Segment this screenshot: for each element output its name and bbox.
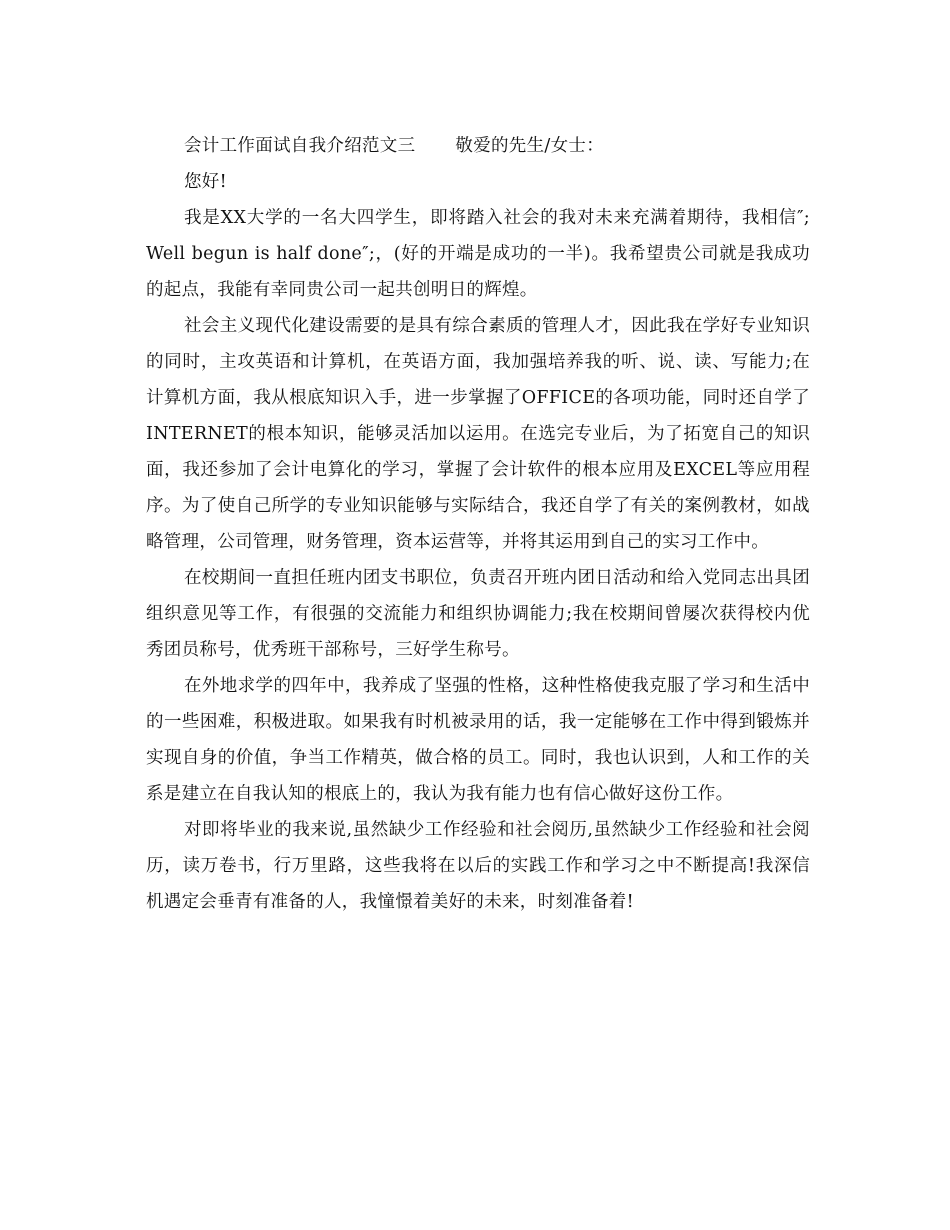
- paragraph-skills: 社会主义现代化建设需要的是具有综合素质的管理人才，因此我在学好专业知识的同时，主攻英语和计算机，在英语方面，我加强培养我的听、说、读、写能力;在计算机方面，我从根底知识入手，进一步掌握了OFFICE的各项功能，同时还自学了INTERNET的根本知识，能够灵活加以运用。在选完专业后，为了拓宽自己的知识面，我还参加了会计电算化的学习，掌握了会计软件的根本应用及EXCEL等应用程序。为了使自己所学的专业知识能够与实际结合，我还自学了有关的案例教材，如战略管理，公司管理，财务管理，资本运营等，并将其运用到自己的实习工作中。: [146, 316, 810, 552]
- title-line: [146, 128, 810, 164]
- greeting: 您好!: [184, 172, 227, 192]
- paragraph-intro: 我是XX大学的一名大四学生，即将踏入社会的我对未来充满着期待，我相信″;Well begun is half done″;，(好的开端是成功的一半)。我希望贵公司就是我成功的起点，我能有幸同贵公司一起共创明日的辉煌。: [146, 208, 810, 300]
- salutation: 敬爱的先生/女士：: [455, 136, 605, 156]
- document-title: 会计工作面试自我介绍范文三: [184, 136, 416, 156]
- paragraph-closing: 对即将毕业的我来说,虽然缺少工作经验和社会阅历,虽然缺少工作经验和社会阅历，读万卷书，行万里路，这些我将在以后的实践工作和学习之中不断提高!我深信机遇定会垂青有准备的人，我憧憬着美好的未来，时刻准备着!: [146, 820, 810, 912]
- paragraph-character: 在外地求学的四年中，我养成了坚强的性格，这种性格使我克服了学习和生活中的一些困难，积极进取。如果我有时机被录用的话，我一定能够在工作中得到锻炼并实现自身的价值，争当工作精英，做合格的员工。同时，我也认识到，人和工作的关系是建立在自我认知的根底上的，我认为我有能力也有信心做好这份工作。: [146, 676, 810, 804]
- document-body: [146, 128, 810, 920]
- paragraph-school-roles: 在校期间一直担任班内团支书职位，负责召开班内团日活动和给入党同志出具团组织意见等工作，有很强的交流能力和组织协调能力;我在校期间曾屡次获得校内优秀团员称号，优秀班干部称号，三好学生称号。: [146, 568, 810, 660]
